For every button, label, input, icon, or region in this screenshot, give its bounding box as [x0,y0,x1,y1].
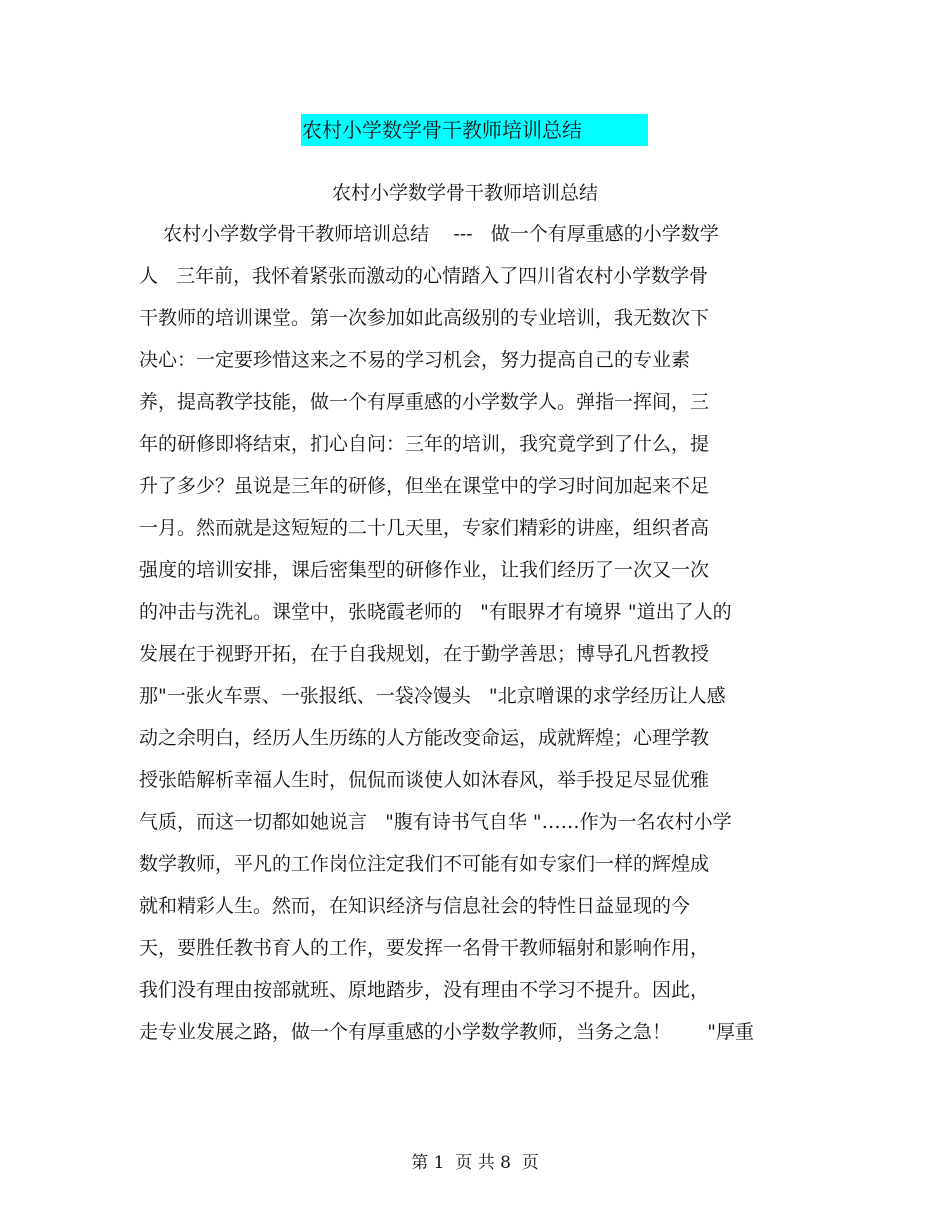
body-line: 升了多少？虽说是三年的研修，但坐在课堂中的学习时间加起来不足 [139,475,710,497]
body-line: 数学教师，平凡的工作岗位注定我们不可能有如专家们一样的辉煌成 [139,853,710,875]
body-line: 一月。然而就是这短短的二十几天里，专家们精彩的讲座，组织者高 [139,517,710,539]
highlighted-title: 农村小学数学骨干教师培训总结 [301,114,648,146]
body-line: 干教师的培训课堂。第一次参加如此高级别的专业培训，我无数次下 [139,307,710,329]
body-line: 天，要胜任教书育人的工作，要发挥一名骨干教师辐射和影响作用， [139,937,710,959]
body-line: 走专业发展之路，做一个有厚重感的小学数学教师，当务之急！ "厚重 [139,1021,754,1043]
body-line: 养，提高教学技能，做一个有厚重感的小学数学人。弹指一挥间，三 [139,391,710,413]
body-line: 气质，而这一切都如她说言 "腹有诗书气自华 "……作为一名农村小学 [139,811,732,833]
body-line: 人 三年前，我怀着紧张而激动的心情踏入了四川省农村小学数学骨 [139,265,709,287]
page-number-footer: 第 1 页 共 8 页 [411,1153,539,1173]
body-line: 发展在于视野开拓，在于自我规划，在于勤学善思；博导孔凡哲教授 [139,643,710,665]
body-line: 决心：一定要珍惜这来之不易的学习机会，努力提高自己的专业素 [139,349,691,371]
body-line: 的冲击与洗礼。课堂中，张晓霞老师的 "有眼界才有境界 "道出了人的 [139,601,732,623]
body-line: 强度的培训安排，课后密集型的研修作业，让我们经历了一次又一次 [139,559,710,581]
body-line: 我们没有理由按部就班、原地踏步，没有理由不学习不提升。因此， [139,979,710,1001]
body-line: 农村小学数学骨干教师培训总结 --- 做一个有厚重感的小学数学 [139,223,719,245]
body-line: 授张皓解析幸福人生时，侃侃而谈使人如沐春风，举手投足尽显优雅 [139,769,710,791]
document-subtitle: 农村小学数学骨干教师培训总结 [331,182,598,204]
body-line: 动之余明白，经历人生历练的人方能改变命运，成就辉煌；心理学教 [139,727,710,749]
body-line: 就和精彩人生。然而，在知识经济与信息社会的特性日益显现的今 [139,895,691,917]
body-line: 年的研修即将结束，扪心自问：三年的培训，我究竟学到了什么，提 [139,433,710,455]
body-line: 那"一张火车票、一张报纸、一袋冷馒头 "北京噌课的求学经历让人感 [139,685,726,707]
